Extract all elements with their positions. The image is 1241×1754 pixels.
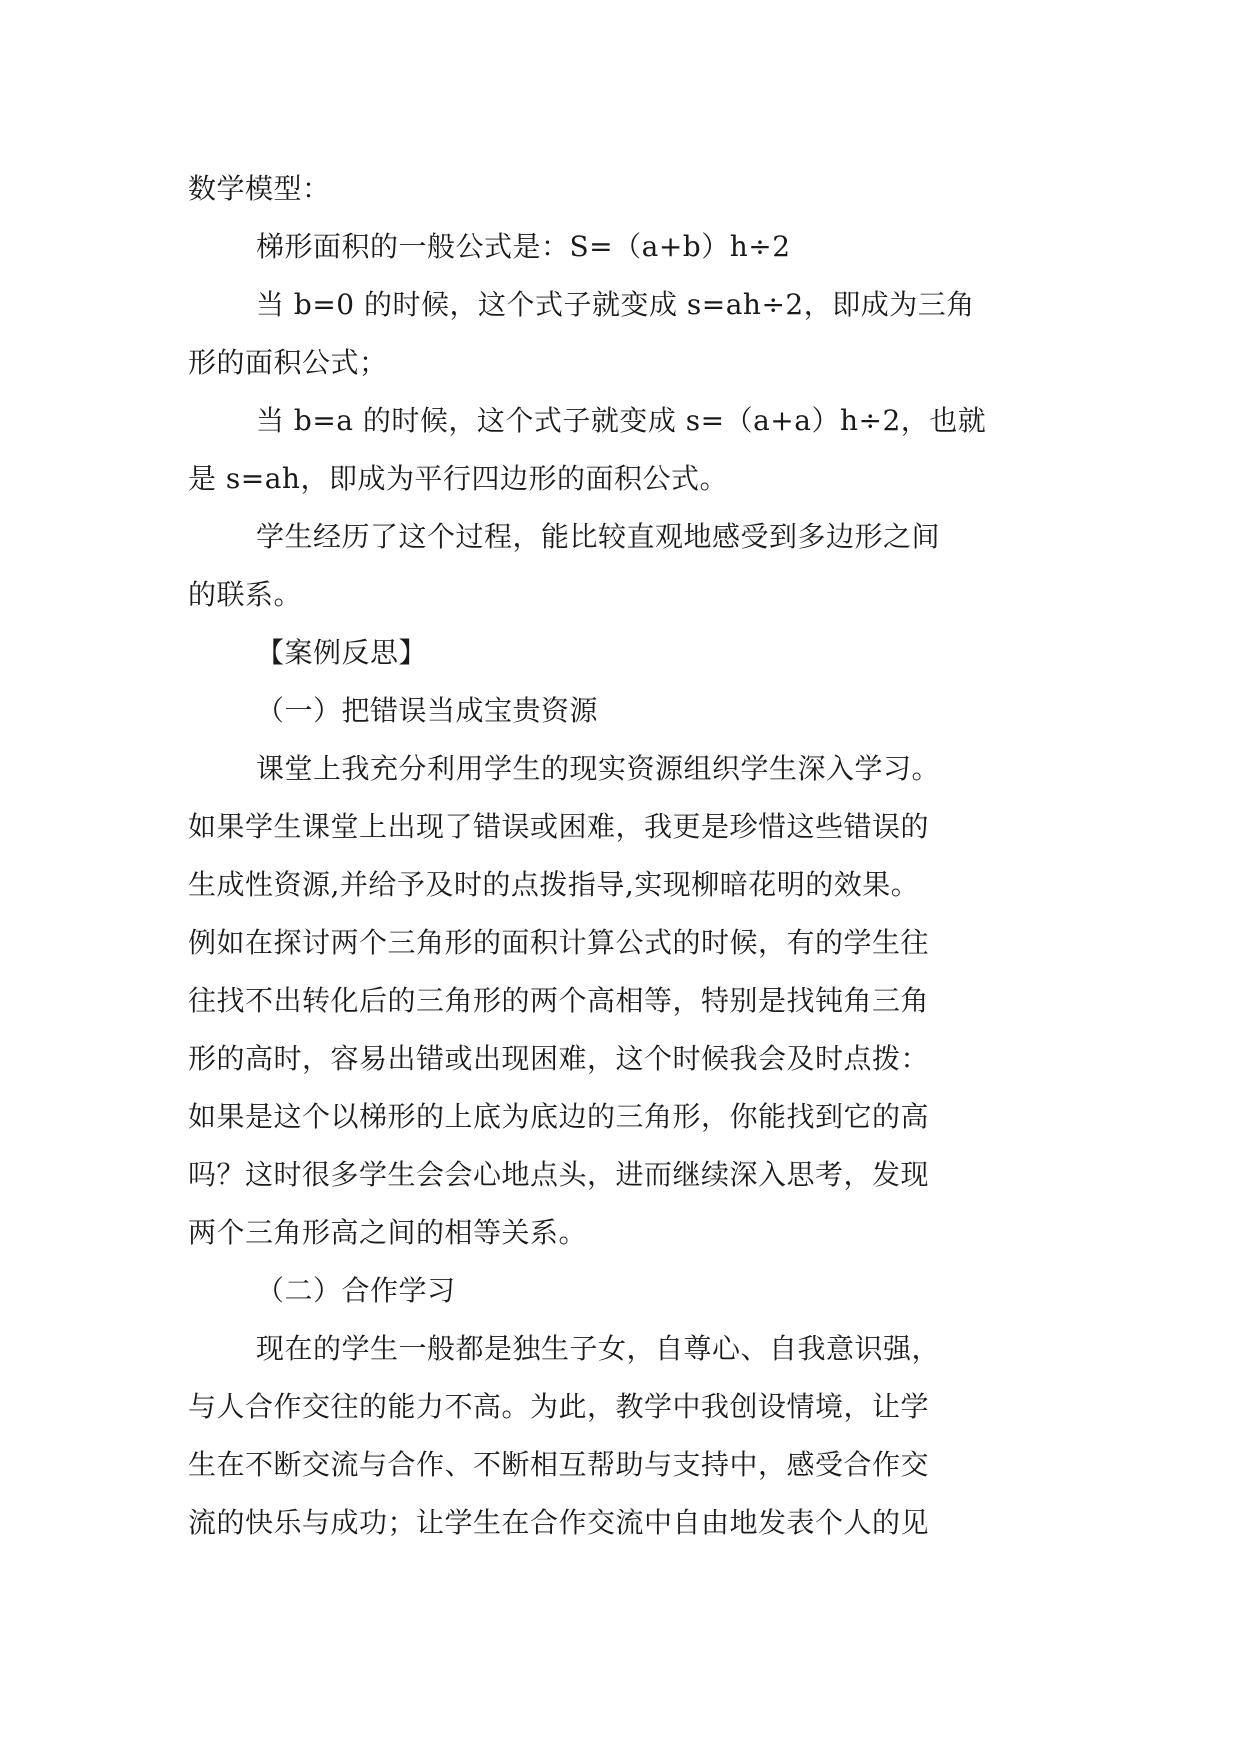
document-body — [188, 160, 1050, 1552]
text-line: 例如在探讨两个三角形的面积计算公式的时候，有的学生往 — [188, 926, 930, 959]
text-line: 梯形面积的一般公式是：S=（a+b）h÷2 — [256, 230, 791, 263]
text-line: 课堂上我充分利用学生的现实资源组织学生深入学习。 — [256, 752, 941, 785]
text-line: 两个三角形高之间的相等关系。 — [188, 1216, 588, 1249]
section-heading: 【案例反思】 — [256, 636, 428, 669]
text-line: 形的面积公式； — [188, 346, 388, 379]
text-line: 形的高时，容易出错或出现困难，这个时候我会及时点拨： — [188, 1042, 930, 1075]
text-line: 流的快乐与成功；让学生在合作交流中自由地发表个人的见 — [188, 1506, 930, 1539]
text-line: 生在不断交流与合作、不断相互帮助与支持中，感受合作交 — [188, 1448, 930, 1481]
text-line: 往找不出转化后的三角形的两个高相等，特别是找钝角三角 — [188, 984, 930, 1017]
text-line: 当 b=a 的时候，这个式子就变成 s=（a+a）h÷2，也就 — [256, 404, 987, 437]
subsection-heading: （二）合作学习 — [256, 1274, 456, 1307]
text-line: 如果是这个以梯形的上底为底边的三角形，你能找到它的高 — [188, 1100, 930, 1133]
subsection-heading: （一）把错误当成宝贵资源 — [256, 694, 599, 727]
text-line: 吗？这时很多学生会会心地点头，进而继续深入思考，发现 — [188, 1158, 930, 1191]
text-line: 现在的学生一般都是独生子女，自尊心、自我意识强， — [256, 1332, 941, 1365]
text-line: 生成性资源,并给予及时的点拨指导,实现柳暗花明的效果。 — [188, 868, 920, 901]
text-line: 与人合作交往的能力不高。为此，教学中我创设情境，让学 — [188, 1390, 930, 1423]
text-line: 数学模型： — [188, 172, 331, 205]
text-line: 是 s=ah，即成为平行四边形的面积公式。 — [188, 462, 728, 495]
text-line: 如果学生课堂上出现了错误或困难，我更是珍惜这些错误的 — [188, 810, 930, 843]
text-line: 当 b=0 的时候，这个式子就变成 s=ah÷2，即成为三角 — [256, 288, 975, 321]
text-line: 学生经历了这个过程，能比较直观地感受到多边形之间 — [256, 520, 941, 553]
text-line: 的联系。 — [188, 578, 303, 611]
